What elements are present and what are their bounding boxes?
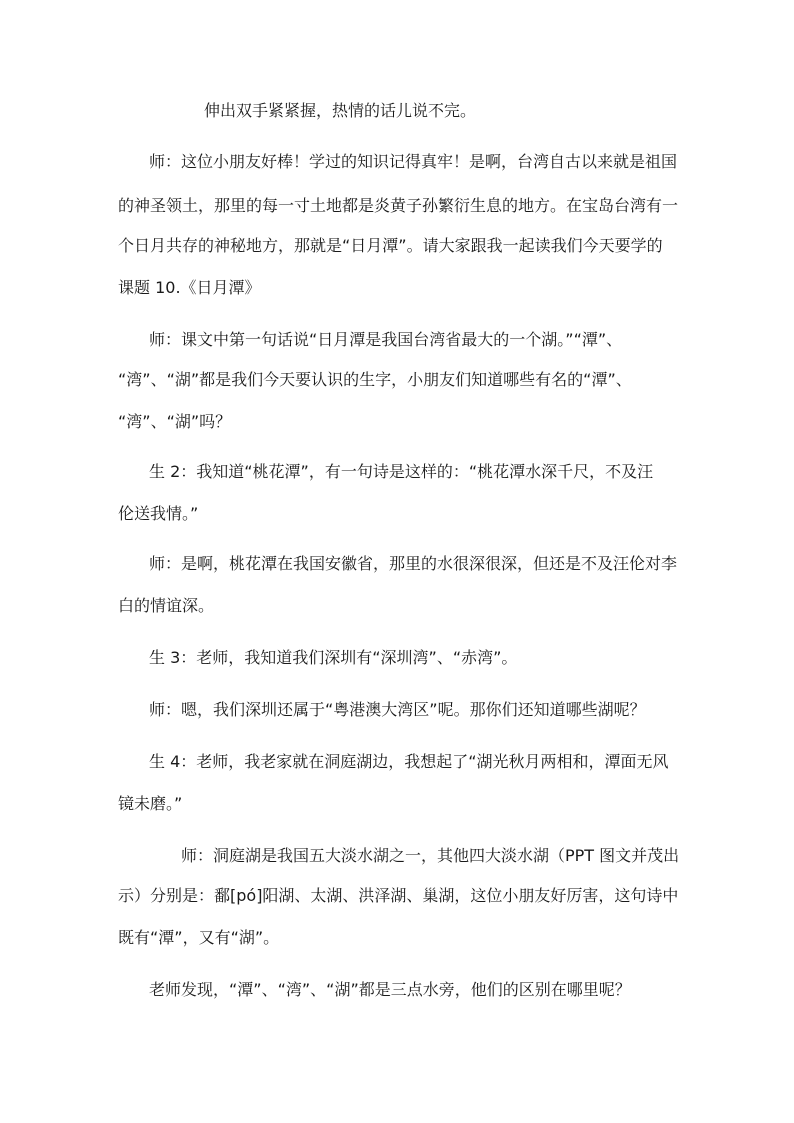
text-line-11: 师：是啊，桃花潭在我国安徽省，那里的水很深很深，但还是不及汪伦对李 bbox=[149, 554, 678, 573]
text-line-10: 伦送我情。” bbox=[118, 504, 199, 523]
text-line-13: 生 3：老师，我知道我们深圳有“深圳湾”、“赤湾”。 bbox=[149, 648, 518, 667]
text-line-4: 个日月共存的神秘地方，那就是“日月潭”。请大家跟我一起读我们今天要学的 bbox=[118, 236, 663, 255]
text-line-20: 老师发现，“潭”、“湾”、“湖”都是三点水旁，他们的区别在哪里呢？ bbox=[149, 980, 631, 999]
text-line-15: 生 4：老师，我老家就在洞庭湖边，我想起了“湖光秋月两相和，潭面无风 bbox=[149, 752, 669, 771]
text-line-18: 示）分别是：鄱[pó]阳湖、太湖、洪泽湖、巢湖，这位小朋友好厉害，这句诗中 bbox=[118, 886, 679, 905]
text-line-5: 课题 10.《日月潭》 bbox=[118, 278, 261, 297]
text-line-16: 镜未磨。” bbox=[118, 794, 183, 813]
text-line-1: 伸出双手紧紧握，热情的话儿说不完。 bbox=[204, 101, 477, 120]
text-line-14: 师：嗯，我们深圳还属于“粤港澳大湾区”呢。那你们还知道哪些湖呢？ bbox=[149, 700, 646, 719]
text-line-17: 师：洞庭湖是我国五大淡水湖之一，其他四大淡水湖（PPT 图文并茂出 bbox=[181, 846, 680, 865]
text-line-3: 的神圣领土，那里的每一寸土地都是炎黄子孙繁衍生息的地方。在宝岛台湾有一 bbox=[118, 196, 679, 215]
text-line-12: 白的情谊深。 bbox=[118, 596, 215, 615]
text-line-6: 师：课文中第一句话说“日月潭是我国台湾省最大的一个湖。”“潭”、 bbox=[149, 330, 623, 349]
text-line-8: “湾”、“湖”吗？ bbox=[118, 412, 232, 431]
text-line-7: “湾”、“湖”都是我们今天要认识的生字，小朋友们知道哪些有名的“潭”、 bbox=[118, 370, 632, 389]
text-line-2: 师：这位小朋友好棒！学过的知识记得真牢！是啊，台湾自古以来就是祖国 bbox=[149, 152, 678, 171]
text-line-19: 既有“潭”，又有“湖”。 bbox=[118, 928, 280, 947]
text-line-9: 生 2：我知道“桃花潭”，有一句诗是这样的：“桃花潭水深千尺，不及汪 bbox=[149, 462, 654, 481]
